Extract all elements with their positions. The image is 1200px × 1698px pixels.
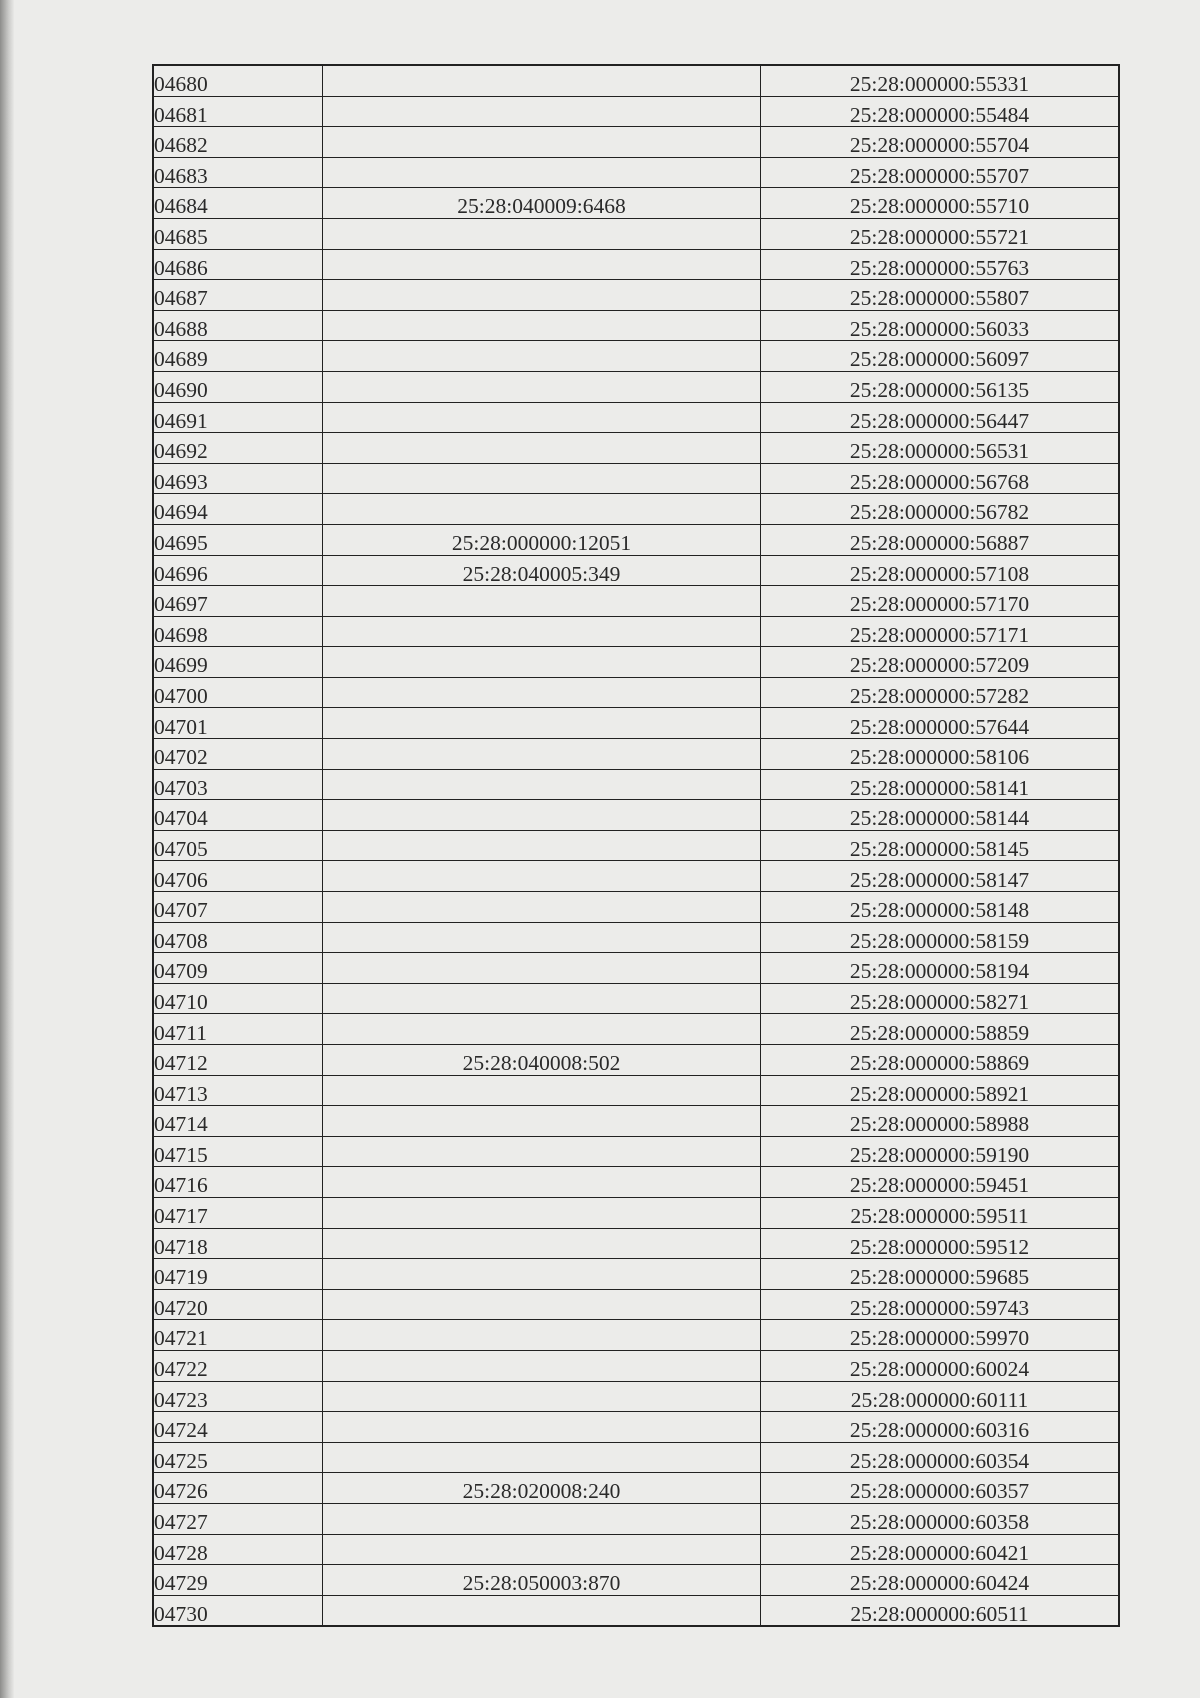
- object-cadastral-number-cell: 25:28:000000:55484: [761, 96, 1120, 127]
- land-plot-number-cell: [323, 1014, 761, 1045]
- row-number-cell: 04716: [153, 1167, 323, 1198]
- row-number-cell: 04700: [153, 677, 323, 708]
- table-row: [153, 1167, 1119, 1198]
- object-cadastral-number-cell: 25:28:000000:59685: [761, 1259, 1120, 1290]
- table-row: [153, 953, 1119, 984]
- row-number-cell: 04721: [153, 1320, 323, 1351]
- object-cadastral-number-cell: 25:28:000000:60424: [761, 1565, 1120, 1596]
- land-plot-number-cell: [323, 1106, 761, 1137]
- land-plot-number-cell: [323, 157, 761, 188]
- table-row: [153, 1534, 1119, 1565]
- land-plot-number-cell: [323, 463, 761, 494]
- row-number-cell: 04715: [153, 1136, 323, 1167]
- row-number-cell: 04696: [153, 555, 323, 586]
- table-row: [153, 1350, 1119, 1381]
- object-cadastral-number-cell: 25:28:000000:55710: [761, 188, 1120, 219]
- table-row: [153, 249, 1119, 280]
- land-plot-number-cell: [323, 739, 761, 770]
- land-plot-number-cell: [323, 586, 761, 617]
- table-row: [153, 96, 1119, 127]
- land-plot-number-cell: [323, 830, 761, 861]
- table-row: [153, 1259, 1119, 1290]
- land-plot-number-cell: [323, 310, 761, 341]
- object-cadastral-number-cell: 25:28:000000:58147: [761, 861, 1120, 892]
- table-row: [153, 1503, 1119, 1534]
- table-row: [153, 310, 1119, 341]
- table-row: [153, 280, 1119, 311]
- table-row: [153, 1106, 1119, 1137]
- table-row: [153, 1473, 1119, 1504]
- object-cadastral-number-cell: 25:28:000000:57209: [761, 647, 1120, 678]
- object-cadastral-number-cell: 25:28:000000:59743: [761, 1289, 1120, 1320]
- row-number-cell: 04727: [153, 1503, 323, 1534]
- land-plot-number-cell: [323, 1136, 761, 1167]
- object-cadastral-number-cell: 25:28:000000:58921: [761, 1075, 1120, 1106]
- object-cadastral-number-cell: 25:28:000000:59451: [761, 1167, 1120, 1198]
- table-row: [153, 371, 1119, 402]
- table-row: [153, 1381, 1119, 1412]
- object-cadastral-number-cell: 25:28:000000:58144: [761, 800, 1120, 831]
- object-cadastral-number-cell: 25:28:000000:56531: [761, 433, 1120, 464]
- row-number-cell: 04706: [153, 861, 323, 892]
- object-cadastral-number-cell: 25:28:000000:60316: [761, 1412, 1120, 1443]
- row-number-cell: 04714: [153, 1106, 323, 1137]
- object-cadastral-number-cell: 25:28:000000:60024: [761, 1350, 1120, 1381]
- land-plot-number-cell: [323, 433, 761, 464]
- land-plot-number-cell: [323, 677, 761, 708]
- object-cadastral-number-cell: 25:28:000000:58869: [761, 1045, 1120, 1076]
- land-plot-number-cell: [323, 65, 761, 96]
- object-cadastral-number-cell: 25:28:000000:58159: [761, 922, 1120, 953]
- table-row: [153, 1289, 1119, 1320]
- object-cadastral-number-cell: 25:28:000000:55331: [761, 65, 1120, 96]
- object-cadastral-number-cell: 25:28:000000:58148: [761, 892, 1120, 923]
- row-number-cell: 04695: [153, 524, 323, 555]
- object-cadastral-number-cell: 25:28:000000:60357: [761, 1473, 1120, 1504]
- row-number-cell: 04699: [153, 647, 323, 678]
- table-row: [153, 983, 1119, 1014]
- table-row: [153, 586, 1119, 617]
- land-plot-number-cell: [323, 1320, 761, 1351]
- land-plot-number-cell: [323, 983, 761, 1014]
- object-cadastral-number-cell: 25:28:000000:58271: [761, 983, 1120, 1014]
- object-cadastral-number-cell: 25:28:000000:56768: [761, 463, 1120, 494]
- table-row: [153, 65, 1119, 96]
- object-cadastral-number-cell: 25:28:000000:59970: [761, 1320, 1120, 1351]
- land-plot-number-cell: [323, 218, 761, 249]
- row-number-cell: 04690: [153, 371, 323, 402]
- land-plot-number-cell: [323, 800, 761, 831]
- row-number-cell: 04709: [153, 953, 323, 984]
- table-row: [153, 341, 1119, 372]
- land-plot-number-cell: [323, 1167, 761, 1198]
- land-plot-number-cell: [323, 922, 761, 953]
- table-row: [153, 830, 1119, 861]
- land-plot-number-cell: [323, 1197, 761, 1228]
- land-plot-number-cell: [323, 1259, 761, 1290]
- row-number-cell: 04702: [153, 739, 323, 770]
- object-cadastral-number-cell: 25:28:000000:55704: [761, 127, 1120, 158]
- row-number-cell: 04722: [153, 1350, 323, 1381]
- object-cadastral-number-cell: 25:28:000000:59512: [761, 1228, 1120, 1259]
- table-row: [153, 1442, 1119, 1473]
- land-plot-number-cell: [323, 280, 761, 311]
- table-row: [153, 188, 1119, 219]
- row-number-cell: 04717: [153, 1197, 323, 1228]
- object-cadastral-number-cell: 25:28:000000:58141: [761, 769, 1120, 800]
- row-number-cell: 04718: [153, 1228, 323, 1259]
- land-plot-number-cell: 25:28:040009:6468: [323, 188, 761, 219]
- land-plot-number-cell: [323, 1289, 761, 1320]
- table-row: [153, 1045, 1119, 1076]
- table-row: [153, 1595, 1119, 1626]
- table-row: [153, 402, 1119, 433]
- land-plot-number-cell: [323, 616, 761, 647]
- table-row: [153, 861, 1119, 892]
- object-cadastral-number-cell: 25:28:000000:59511: [761, 1197, 1120, 1228]
- object-cadastral-number-cell: 25:28:000000:59190: [761, 1136, 1120, 1167]
- table-row: [153, 1075, 1119, 1106]
- object-cadastral-number-cell: 25:28:000000:58106: [761, 739, 1120, 770]
- row-number-cell: 04729: [153, 1565, 323, 1596]
- row-number-cell: 04723: [153, 1381, 323, 1412]
- land-plot-number-cell: [323, 249, 761, 280]
- table-row: [153, 739, 1119, 770]
- object-cadastral-number-cell: 25:28:000000:57644: [761, 708, 1120, 739]
- land-plot-number-cell: [323, 402, 761, 433]
- object-cadastral-number-cell: 25:28:000000:60421: [761, 1534, 1120, 1565]
- table-row: [153, 1228, 1119, 1259]
- land-plot-number-cell: [323, 1350, 761, 1381]
- land-plot-number-cell: [323, 1381, 761, 1412]
- land-plot-number-cell: [323, 1412, 761, 1443]
- object-cadastral-number-cell: 25:28:000000:55721: [761, 218, 1120, 249]
- object-cadastral-number-cell: 25:28:000000:58859: [761, 1014, 1120, 1045]
- table-row: [153, 1412, 1119, 1443]
- object-cadastral-number-cell: 25:28:000000:58194: [761, 953, 1120, 984]
- object-cadastral-number-cell: 25:28:000000:57282: [761, 677, 1120, 708]
- row-number-cell: 04705: [153, 830, 323, 861]
- object-cadastral-number-cell: 25:28:000000:55707: [761, 157, 1120, 188]
- row-number-cell: 04710: [153, 983, 323, 1014]
- row-number-cell: 04704: [153, 800, 323, 831]
- table-row: [153, 1565, 1119, 1596]
- row-number-cell: 04691: [153, 402, 323, 433]
- table-row: [153, 463, 1119, 494]
- cadastral-number-table: [152, 64, 1120, 1627]
- table-row: [153, 1136, 1119, 1167]
- object-cadastral-number-cell: 25:28:000000:56782: [761, 494, 1120, 525]
- table-row: [153, 1320, 1119, 1351]
- land-plot-number-cell: 25:28:020008:240: [323, 1473, 761, 1504]
- row-number-cell: 04687: [153, 280, 323, 311]
- land-plot-number-cell: [323, 1075, 761, 1106]
- row-number-cell: 04719: [153, 1259, 323, 1290]
- row-number-cell: 04708: [153, 922, 323, 953]
- land-plot-number-cell: [323, 1503, 761, 1534]
- land-plot-number-cell: 25:28:040008:502: [323, 1045, 761, 1076]
- table-row: [153, 892, 1119, 923]
- land-plot-number-cell: [323, 341, 761, 372]
- land-plot-number-cell: [323, 769, 761, 800]
- object-cadastral-number-cell: 25:28:000000:55763: [761, 249, 1120, 280]
- land-plot-number-cell: [323, 494, 761, 525]
- land-plot-number-cell: [323, 708, 761, 739]
- object-cadastral-number-cell: 25:28:000000:55807: [761, 280, 1120, 311]
- row-number-cell: 04707: [153, 892, 323, 923]
- object-cadastral-number-cell: 25:28:000000:56887: [761, 524, 1120, 555]
- object-cadastral-number-cell: 25:28:000000:60111: [761, 1381, 1120, 1412]
- table-row: [153, 647, 1119, 678]
- row-number-cell: 04680: [153, 65, 323, 96]
- land-plot-number-cell: [323, 1595, 761, 1626]
- land-plot-number-cell: [323, 371, 761, 402]
- row-number-cell: 04730: [153, 1595, 323, 1626]
- row-number-cell: 04682: [153, 127, 323, 158]
- land-plot-number-cell: [323, 96, 761, 127]
- object-cadastral-number-cell: 25:28:000000:57108: [761, 555, 1120, 586]
- object-cadastral-number-cell: 25:28:000000:57170: [761, 586, 1120, 617]
- land-plot-number-cell: 25:28:040005:349: [323, 555, 761, 586]
- object-cadastral-number-cell: 25:28:000000:60354: [761, 1442, 1120, 1473]
- table-body: [153, 65, 1119, 1626]
- row-number-cell: 04694: [153, 494, 323, 525]
- row-number-cell: 04726: [153, 1473, 323, 1504]
- table-row: [153, 494, 1119, 525]
- row-number-cell: 04720: [153, 1289, 323, 1320]
- row-number-cell: 04685: [153, 218, 323, 249]
- table-row: [153, 218, 1119, 249]
- land-plot-number-cell: [323, 1534, 761, 1565]
- land-plot-number-cell: [323, 647, 761, 678]
- row-number-cell: 04683: [153, 157, 323, 188]
- scan-edge-shadow: [0, 0, 14, 1698]
- row-number-cell: 04689: [153, 341, 323, 372]
- table-row: [153, 524, 1119, 555]
- row-number-cell: 04703: [153, 769, 323, 800]
- table-row: [153, 433, 1119, 464]
- land-plot-number-cell: [323, 861, 761, 892]
- land-plot-number-cell: [323, 127, 761, 158]
- object-cadastral-number-cell: 25:28:000000:60358: [761, 1503, 1120, 1534]
- object-cadastral-number-cell: 25:28:000000:57171: [761, 616, 1120, 647]
- land-plot-number-cell: [323, 953, 761, 984]
- table-row: [153, 1197, 1119, 1228]
- row-number-cell: 04688: [153, 310, 323, 341]
- row-number-cell: 04728: [153, 1534, 323, 1565]
- land-plot-number-cell: 25:28:050003:870: [323, 1565, 761, 1596]
- land-plot-number-cell: [323, 892, 761, 923]
- row-number-cell: 04724: [153, 1412, 323, 1443]
- row-number-cell: 04698: [153, 616, 323, 647]
- table-row: [153, 922, 1119, 953]
- row-number-cell: 04684: [153, 188, 323, 219]
- object-cadastral-number-cell: 25:28:000000:60511: [761, 1595, 1120, 1626]
- row-number-cell: 04713: [153, 1075, 323, 1106]
- row-number-cell: 04681: [153, 96, 323, 127]
- object-cadastral-number-cell: 25:28:000000:56135: [761, 371, 1120, 402]
- row-number-cell: 04711: [153, 1014, 323, 1045]
- row-number-cell: 04697: [153, 586, 323, 617]
- object-cadastral-number-cell: 25:28:000000:56033: [761, 310, 1120, 341]
- row-number-cell: 04712: [153, 1045, 323, 1076]
- object-cadastral-number-cell: 25:28:000000:58145: [761, 830, 1120, 861]
- object-cadastral-number-cell: 25:28:000000:56097: [761, 341, 1120, 372]
- land-plot-number-cell: 25:28:000000:12051: [323, 524, 761, 555]
- land-plot-number-cell: [323, 1442, 761, 1473]
- land-plot-number-cell: [323, 1228, 761, 1259]
- table-row: [153, 555, 1119, 586]
- row-number-cell: 04692: [153, 433, 323, 464]
- row-number-cell: 04725: [153, 1442, 323, 1473]
- row-number-cell: 04701: [153, 708, 323, 739]
- table-row: [153, 1014, 1119, 1045]
- table-row: [153, 708, 1119, 739]
- table-row: [153, 800, 1119, 831]
- object-cadastral-number-cell: 25:28:000000:56447: [761, 402, 1120, 433]
- row-number-cell: 04686: [153, 249, 323, 280]
- table-row: [153, 616, 1119, 647]
- table-row: [153, 157, 1119, 188]
- table-row: [153, 769, 1119, 800]
- table-row: [153, 677, 1119, 708]
- row-number-cell: 04693: [153, 463, 323, 494]
- object-cadastral-number-cell: 25:28:000000:58988: [761, 1106, 1120, 1137]
- table-row: [153, 127, 1119, 158]
